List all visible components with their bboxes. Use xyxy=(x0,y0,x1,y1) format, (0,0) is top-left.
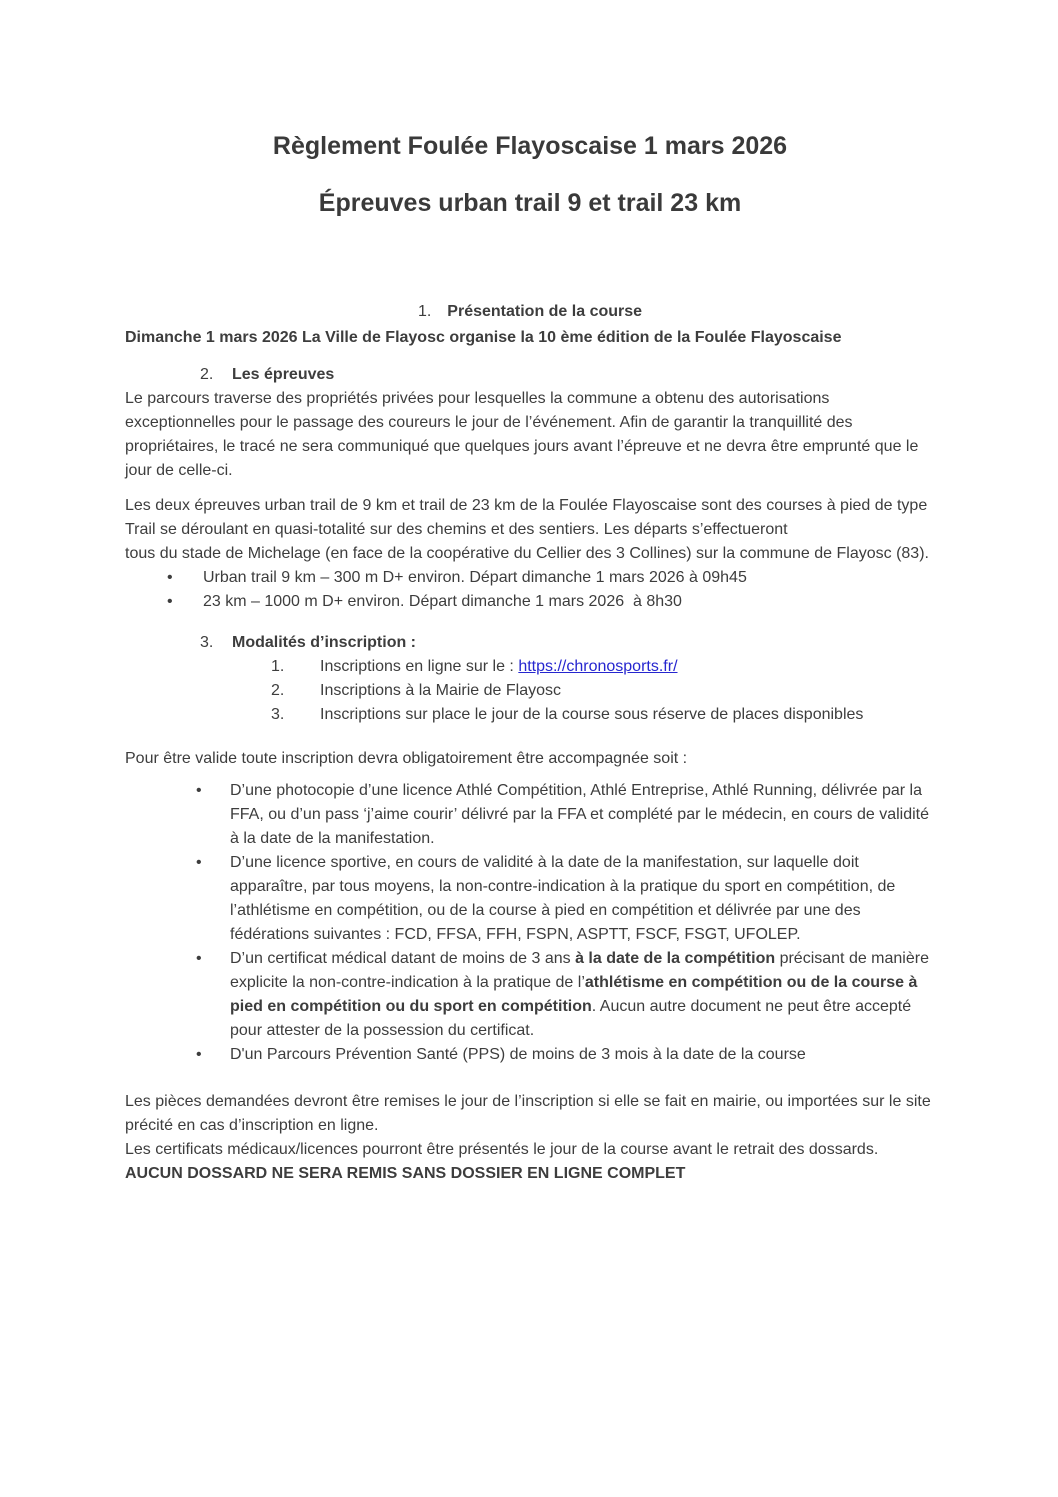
page-title: Règlement Foulée Flayoscaise 1 mars 2026 xyxy=(272,132,788,160)
bullet-text: 23 km – 1000 m D+ environ. Départ dimanche 1 mars 2026 à 8h30 xyxy=(203,593,682,610)
doc-item-certificat-medical xyxy=(125,947,935,1043)
epreuves-paragraph-courses xyxy=(125,494,935,566)
section-number: 3. xyxy=(200,634,214,651)
paragraph-part: tous du stade de Michelage (en face de la coopérative du Cellier des 3 Collines) sur la commune de Flayosc (83). xyxy=(125,545,929,562)
step-text: Inscriptions en ligne sur le : xyxy=(320,658,519,675)
bullet-icon: • xyxy=(167,593,173,610)
paragraph-part: Les deux épreuves urban trail de 9 km et trail de 23 km de la Foulée Flayoscaise sont des courses à pied de type Trail se déroulant en quasi-totalité sur des chemins et des sentiers. Les départs s’effectueront xyxy=(125,497,928,538)
step-number: 3. xyxy=(271,706,285,723)
page-subtitle: Épreuves urban trail 9 et trail 23 km xyxy=(318,189,742,217)
doc-text-run: . Aucun autre document ne peut être accepté pour attester de la possession du certificat. xyxy=(230,998,912,1039)
bullet-text: Urban trail 9 km – 300 m D+ environ. Départ dimanche 1 mars 2026 à 09h45 xyxy=(203,569,747,586)
closing-warning: AUCUN DOSSARD NE SERA REMIS SANS DOSSIER EN LIGNE COMPLET xyxy=(125,1165,686,1182)
doc-text-run: précisant de manière explicite la non-contre-indication à la pratique de l’ xyxy=(230,950,929,991)
bullet-icon: • xyxy=(196,1046,202,1063)
doc-item-pps xyxy=(125,1043,935,1067)
section-heading-inscription xyxy=(125,631,935,655)
doc-text: D’une photocopie d’une licence Athlé Compétition, Athlé Entreprise, Athlé Running, délivrée par la FFA, ou d’un pass ‘j’aime courir’ délivré par la FFA et complété par le médecin, en cours de validité à la date de la manifestation. xyxy=(230,782,929,847)
closing-paragraph-pieces: Les pièces demandées devront être remises le jour de l’inscription si elle se fait en mairie, ou importées sur le site précité en cas d’inscription en ligne. xyxy=(125,1093,931,1134)
inscription-step-sur-place xyxy=(125,703,935,727)
section-heading-label: Présentation de la course xyxy=(447,303,643,320)
doc-item-licence-ffa xyxy=(125,779,935,851)
bullet-icon: • xyxy=(196,854,202,871)
step-text: Inscriptions sur place le jour de la course sous réserve de places disponibles xyxy=(320,706,864,723)
inscription-step-mairie xyxy=(125,679,935,703)
race-bullet-urban-trail xyxy=(125,566,935,590)
doc-text: D'un Parcours Prévention Santé (PPS) de moins de 3 mois à la date de la course xyxy=(230,1046,806,1063)
bullet-icon: • xyxy=(196,950,202,967)
section-heading-epreuves xyxy=(125,363,935,387)
section-heading-label: Modalités d’inscription : xyxy=(232,634,417,651)
step-number: 1. xyxy=(271,658,285,675)
doc-text-run-bold: à la date de la compétition xyxy=(575,950,776,967)
section-heading-presentation xyxy=(125,300,935,324)
step-number: 2. xyxy=(271,682,285,699)
doc-text-run: D’un certificat médical datant de moins de 3 ans xyxy=(230,950,576,967)
epreuves-paragraph-parcours: Le parcours traverse des propriétés privées pour lesquelles la commune a obtenu des autorisations exceptionnelles pour le passage des coureurs le jour de l’événement. Afin de garantir la tranquillité des propriétaires, le tracé ne sera communiqué que quelques jours avant l’épreuve et ne devra être emprunté que le jour de celle-ci. xyxy=(125,390,919,479)
bullet-icon: • xyxy=(196,782,202,799)
inscription-step-online xyxy=(125,655,935,679)
section-number: 2. xyxy=(200,366,214,383)
section-heading-label: Les épreuves xyxy=(232,366,335,383)
doc-item-licence-sportive xyxy=(125,851,935,947)
doc-text: D’une licence sportive, en cours de validité à la date de la manifestation, sur laquelle doit apparaître, par tous moyens, la non-contre-indication à la pratique du sport en compétition, de l’athlétisme en compétition, ou de la course à pied en compétition et délivrée par une des fédérations suivantes : FCD, FFSA, FFH, FSPN, ASPTT, FSCF, FSGT, UFOLEP. xyxy=(230,854,896,943)
chronosports-link[interactable]: https://chronosports.fr/ xyxy=(518,658,678,675)
presentation-intro-paragraph: Dimanche 1 mars 2026 La Ville de Flayosc organise la 10 ème édition de la Foulée Flayoscaise xyxy=(125,329,842,346)
bullet-icon: • xyxy=(167,569,173,586)
doc-text-run-bold: athlétisme en compétition ou de la course à pied en compétition ou du sport en compétition xyxy=(230,974,918,1015)
closing-paragraph-certificats: Les certificats médicaux/licences pourront être présentés le jour de la course avant le retrait des dossards. xyxy=(125,1141,879,1158)
step-text: Inscriptions à la Mairie de Flayosc xyxy=(320,682,561,699)
validity-intro-paragraph: Pour être valide toute inscription devra obligatoirement être accompagnée soit : xyxy=(125,750,688,767)
section-number: 1. xyxy=(417,303,432,320)
race-bullet-trail-23 xyxy=(125,590,935,614)
